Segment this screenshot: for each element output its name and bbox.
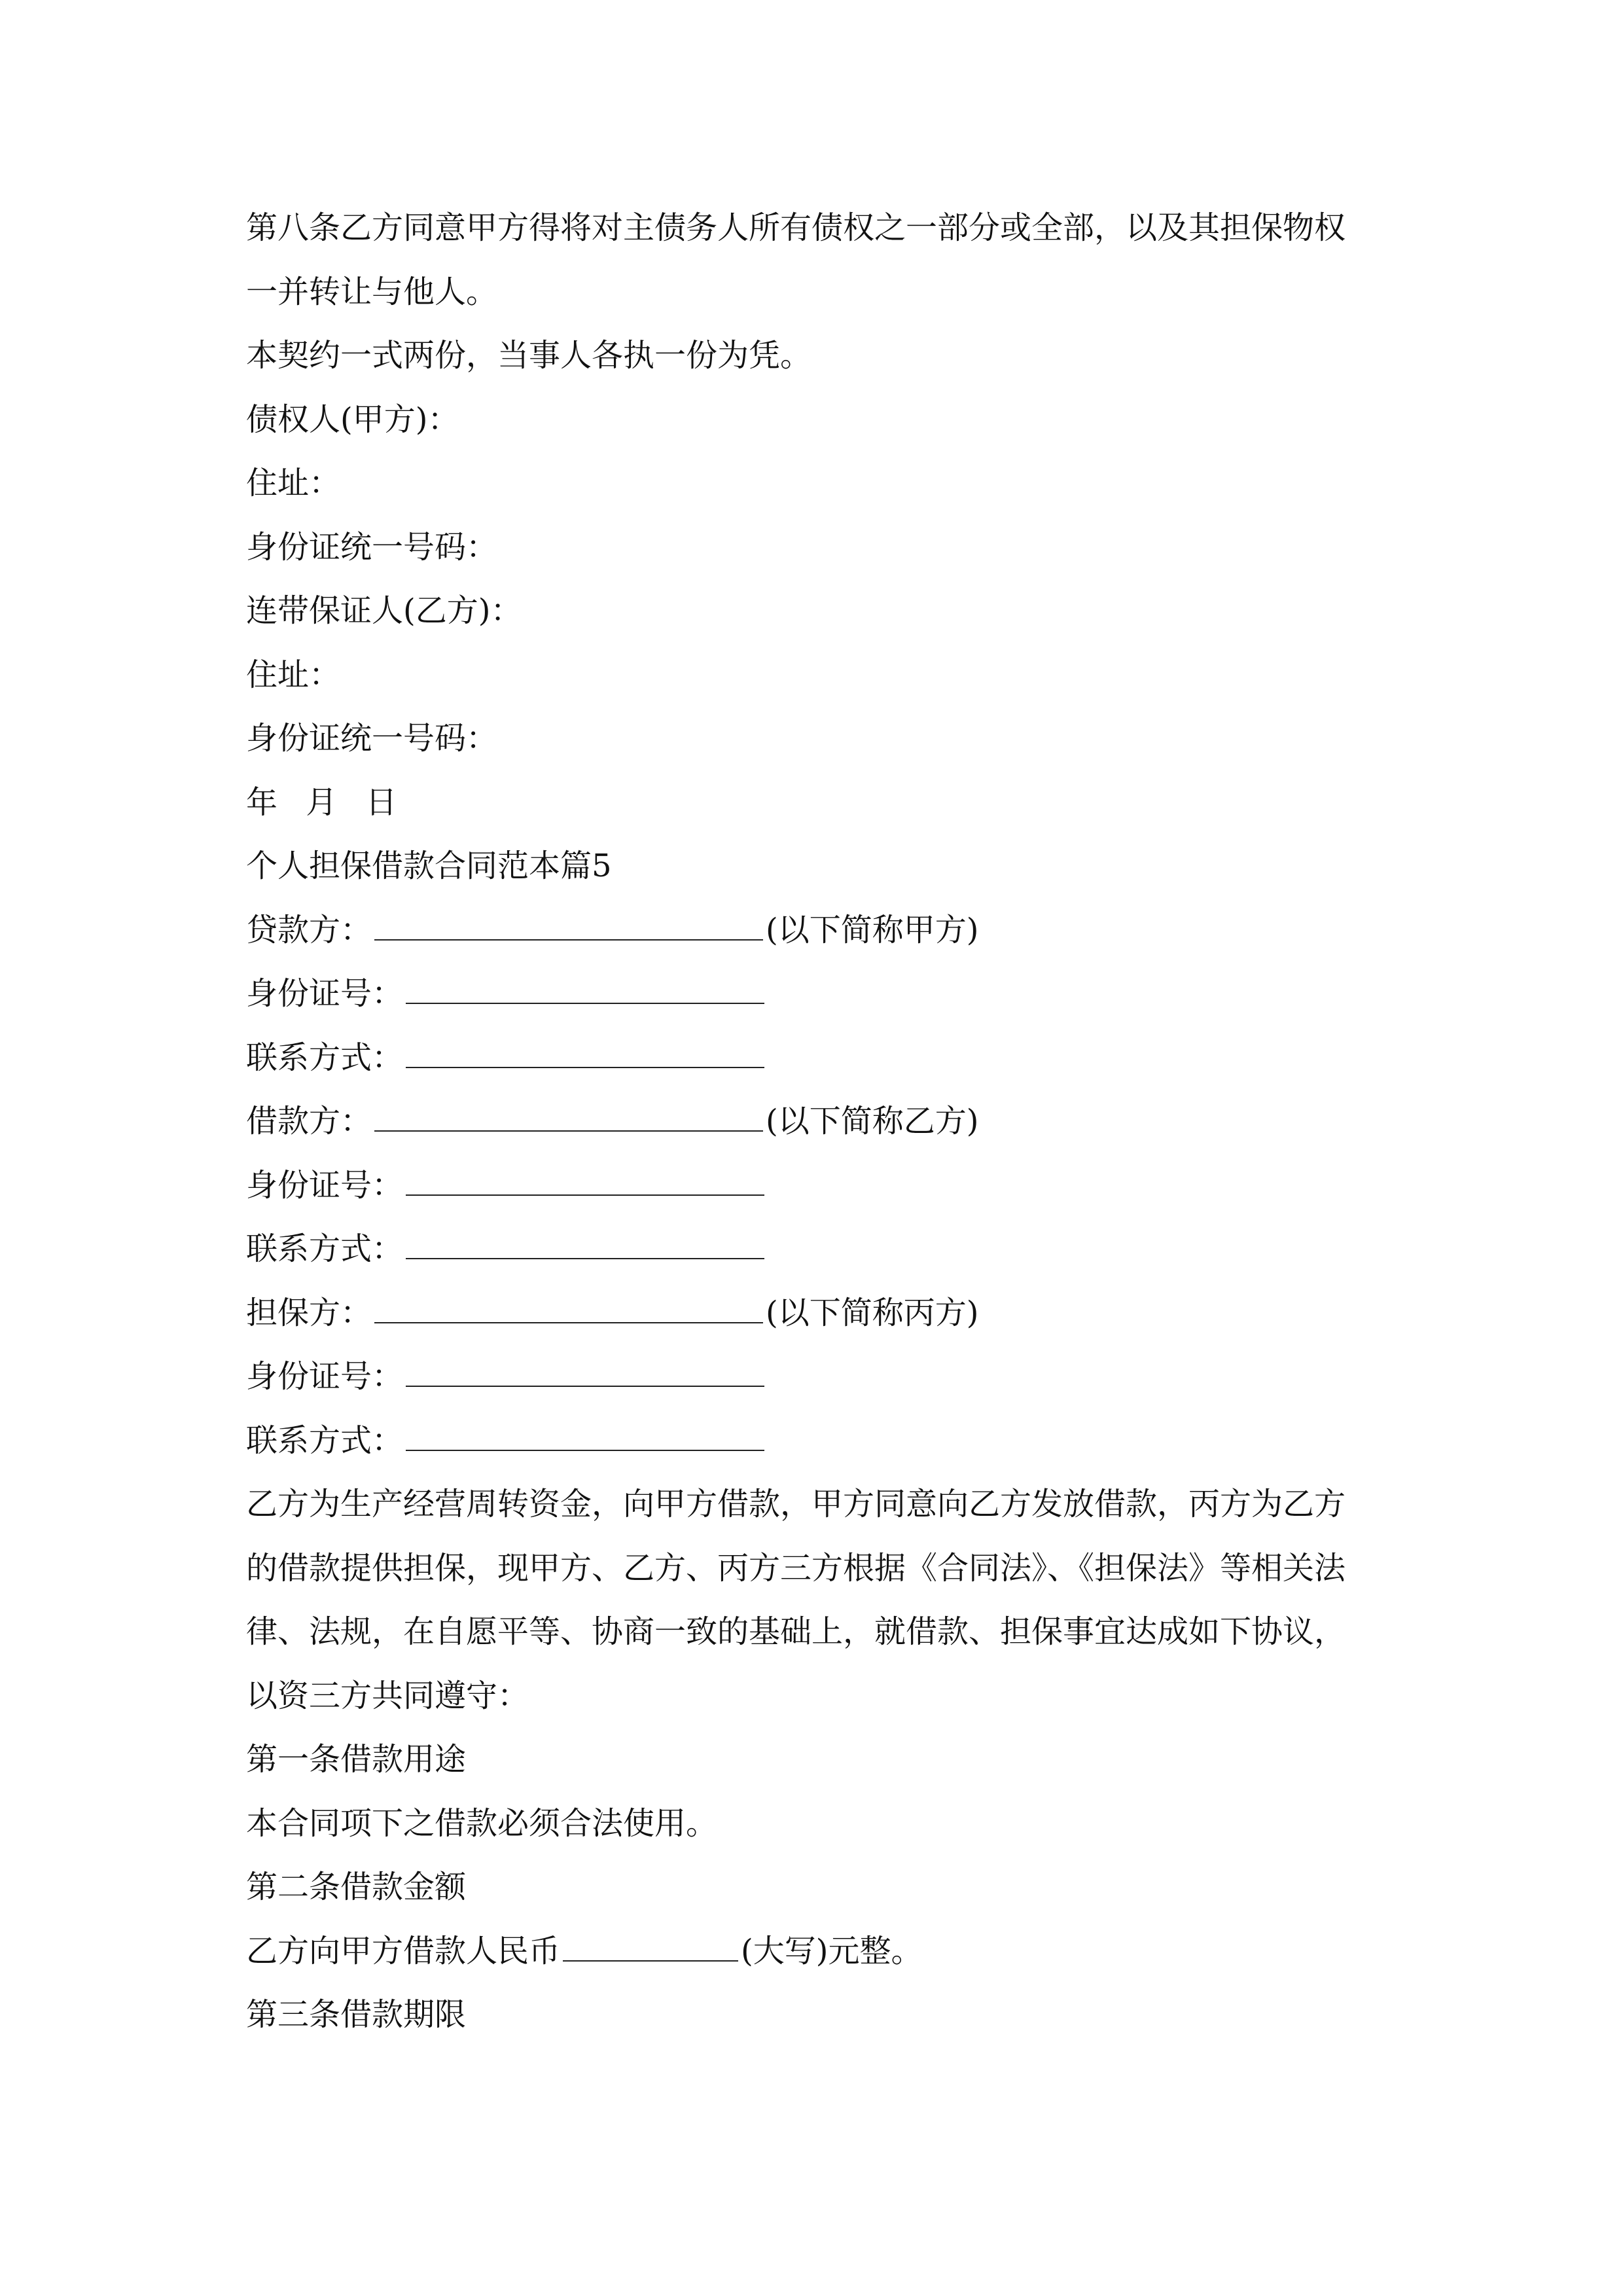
borrower-label: 借款方：	[246, 1103, 372, 1139]
borrower-contact-line	[246, 1217, 1411, 1282]
borrower-id-line	[246, 1154, 1411, 1218]
creditor-address-label: 住址：	[246, 465, 341, 501]
preamble-line-4: 以资三方共同遵守：	[246, 1677, 529, 1714]
surety-line	[246, 1282, 1411, 1346]
borrower-id-blank	[406, 1168, 764, 1196]
surety-contact-label: 联系方式：	[246, 1422, 404, 1459]
borrower-line	[246, 1090, 1411, 1154]
copies-statement: 本契约一式两份，当事人各执一份为凭。	[246, 337, 812, 374]
section-title: 个人担保借款合同范本篇5	[246, 848, 612, 884]
surety-contact-blank	[406, 1424, 764, 1451]
creditor-id-label: 身份证统一号码：	[246, 528, 498, 565]
preamble-line-2: 的借款提供担保，现甲方、乙方、丙方三方根据《合同法》、《担保法》等相关法	[246, 1549, 1346, 1587]
article-1-title: 第一条借款用途	[246, 1741, 467, 1778]
lender-id-blank	[406, 977, 764, 1004]
guarantor-address-label: 住址：	[246, 656, 341, 693]
date-year: 年	[246, 783, 278, 821]
surety-id-line	[246, 1345, 1411, 1409]
loan-amount-suffix: (大写)元整。	[741, 1932, 923, 1969]
article-8-line-1: 第八条乙方同意甲方得将对主债务人所有债权之一部分或全部，以及其担保物权	[246, 209, 1346, 246]
article-2-title: 第二条借款金额	[246, 1869, 467, 1905]
article-8-line-2: 一并转让与他人。	[246, 273, 498, 310]
surety-label: 担保方：	[246, 1294, 372, 1331]
preamble-line-3: 律、法规，在自愿平等、协商一致的基础上，就借款、担保事宜达成如下协议，	[246, 1613, 1346, 1650]
lender-contact-line	[246, 1026, 1411, 1090]
article-1-body: 本合同项下之借款必须合法使用。	[246, 1804, 718, 1842]
preamble-line-1: 乙方为生产经营周转资金，向甲方借款，甲方同意向乙方发放借款，丙方为乙方	[246, 1486, 1346, 1522]
surety-suffix: (以下简称丙方)	[766, 1294, 979, 1331]
lender-suffix: (以下简称甲方)	[766, 911, 979, 948]
loan-amount-blank	[563, 1934, 738, 1962]
guarantor-id-label: 身份证统一号码：	[246, 720, 498, 757]
lender-line	[246, 899, 1411, 963]
surety-contact-line	[246, 1409, 1411, 1473]
creditor-label: 债权人(甲方)：	[246, 401, 459, 438]
lender-contact-blank	[406, 1041, 764, 1068]
date-day: 日	[365, 783, 397, 821]
borrower-blank	[374, 1104, 763, 1132]
lender-contact-label: 联系方式：	[246, 1039, 404, 1076]
loan-amount-prefix: 乙方向甲方借款人民币	[246, 1932, 561, 1969]
surety-id-label: 身份证号：	[246, 1358, 404, 1395]
lender-label: 贷款方：	[246, 911, 372, 948]
borrower-contact-label: 联系方式：	[246, 1230, 404, 1267]
borrower-id-label: 身份证号：	[246, 1166, 404, 1204]
date-month: 月	[306, 783, 338, 821]
borrower-suffix: (以下简称乙方)	[766, 1103, 979, 1139]
date-line	[246, 771, 1411, 835]
lender-id-line	[246, 962, 1411, 1026]
article-2-body	[246, 1920, 1411, 1984]
surety-blank	[374, 1296, 763, 1323]
article-3-title: 第三条借款期限	[246, 1996, 467, 2033]
borrower-contact-blank	[406, 1232, 764, 1259]
document-body	[246, 196, 1411, 2047]
lender-id-label: 身份证号：	[246, 975, 404, 1012]
guarantor-label: 连带保证人(乙方)：	[246, 592, 522, 629]
lender-blank	[374, 913, 763, 941]
surety-id-blank	[406, 1359, 764, 1387]
